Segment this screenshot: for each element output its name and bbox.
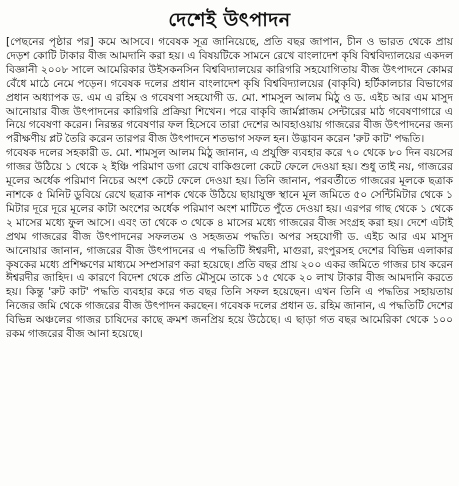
article-body	[0, 34, 459, 342]
article-paragraph	[6, 36, 453, 147]
article-paragraph: গবেষক দলের সহকারী ড. মো. শামসুল আলম মিঠু জানান, এ প্রযুক্তি ব্যবহার করে ৭০ থেকে ৮০ দিন বয়সের গাজর উঠিয়ে ১ থেকে ২ ইঞ্চি পরিমাণ ডগা রেখে বাকিগুলো কেটে ফেলে দেওয়া হয়। শুধু তাই নয়, গাজরের মূলের অর্ধেক পরিমাণ নিচের অংশ কেটে ফেলে দেওয়া হয়। তিনি জানান, পরবর্তীতে গাজরের মূলকে ছত্রাক নাশকে ৫ মিনিট ডুবিয়ে রেখে ছত্রাক নাশক থেকে উঠিয়ে ছায়াযুক্ত স্থানে মূল জমিতে ৫০ সেন্টিমিটার থেকে ১ মিটার দূরে দূরে মূলের কাটা অংশের অর্ধেক পরিমাণ অংশ মাটিতে পুঁতে দেওয়া হয়। এরপর গাছ থেকে ১ থেকে ২ মাসের মধ্যে ফুল আসে। এবং তা থেকে ৩ থেকে ৪ মাসের মধ্যে গাজরের বীজ সংগ্রহ করা হয়। দেশে এটাই প্রথম গাজরের বীজ উৎপাদনের সফলতম ও সহজতম পদ্ধতি। অপর সহযোগী ড. এইচ আর এম মাসুদ আনোয়ার জানান, গাজরের বীজ উৎপাদনের এ পদ্ধতিটি ঈশ্বরদী, মাগুরা, রংপুরসহ দেশের বিভিন্ন এলাকার কৃষকের মধ্যে প্রশিক্ষণের মাধ্যমে সম্প্রসারণ করা হয়েছে। প্রতি বছর প্রায় ২০০ একর জমিতে গাজর চাষ করেন ঈশ্বরদীর জাহিদ। এ কারণে বিদেশ থেকে প্রতি মৌসুমে তাকে ১৫ থেকে ২০ লাখ টাকার বীজ আমদানি করতে হয়। কিন্তু 'রুট কাট' পদ্ধতি ব্যবহার করে গত বছর তিনি সফল হয়েছেন। এখন তিনি এ পদ্ধতির সহায়তায় নিজের জমি থেকে গাজরের বীজ উৎপাদন করছেন। গবেষক দলের প্রধান ড. রহিম জানান, এ পদ্ধতিটি দেশের বিভিন্ন অঞ্চলের গাজর চাষিদের কাছে ক্রমশ জনপ্রিয় হয়ে উঠেছে। এ ছাড়া গত বছর আমেরিকা থেকে ১০০ রকম গাজরের বীজ আনা হয়েছে।	[6, 147, 453, 341]
paragraph-text: কমে আসবে। গবেষক সূত্র জানিয়েছে, প্রতি বছর জাপান, চীন ও ভারত থেকে প্রায় দেড়শ কোটি টাকার বীজ আমদানি করা হয়। এ বিষয়টিকে সামনে রেখে বাংলাদেশ কৃষি বিশ্ববিদ্যালয়ের একদল বিজ্ঞানী ২০০৮ সালে আমেরিকার উইসকনসিন বিশ্ববিদ্যালয়ের কারিগরি সহযোগিতায় বীজ উৎপাদনে কোমর বেঁধে মাঠে নেমে পড়েন। গবেষক দলের প্রধান বাংলাদেশ কৃষি বিশ্ববিদ্যালয়ের (বাকৃবি) হর্টিকালচার বিভাগের প্রধান অধ্যাপক ড. এম এ রহিম ও গবেষণা সহযোগী ড. মো. শামসুল আলম মিঠু ও ড. এইচ আর এম মাসুদ আনোয়ার বীজ উৎপাদনের কারিগরি প্রক্রিয়া শিখেন। পরে বাকৃবি জার্মপ্লাজম সেন্টারের মাঠ গবেষণাগারে এ নিয়ে গবেষণা করেন। নিরন্তর গবেষণার ফল হিসেবে তারা দেশের আবহাওয়ায় গাজরের বীজ উৎপাদনের জন্য পরীক্ষণীয় প্লট তৈরি করেন তারপর বীজ উৎপাদনে শতভাগ সফল হন। উদ্ভাবন করেন 'রুট কাট' পদ্ধতি।	[6, 36, 453, 146]
continued-from-label: [পেছনের পৃষ্ঠার পর]	[6, 36, 94, 48]
article-headline: দেশেই উৎপাদন	[168, 9, 291, 31]
